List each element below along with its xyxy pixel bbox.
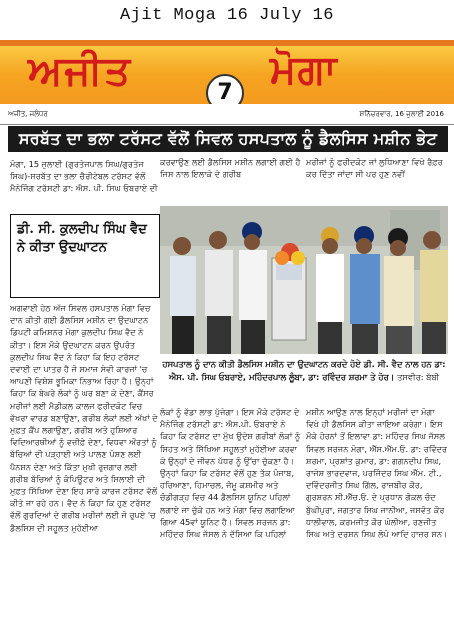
city-name-logo: ਮੋਗਾ (270, 46, 338, 93)
paper-name-logo: ਅਜੀਤ (28, 47, 133, 94)
middle-body-column (160, 406, 302, 638)
middle-top-text: ਕਰਵਾਉਣ ਲਈ ਡੈਲਸਿਸ ਮਸ਼ੀਨ ਲਗਾਈ ਗਈ ਹੈ ਜਿਸ ਨਾਲ ਇਲਾਕੇ ਦੇ ਗਰੀਬ (160, 157, 301, 180)
middle-body-text: ਲੋਕਾਂ ਨੂੰ ਵੱਡਾ ਲਾਭ ਪੁੱਜੇਗਾ। ਇਸ ਮੌਕੇ ਟਰੱਸਟ ਦੇ ਮੈਨੇਜਿੰਗ ਟਰੱਸਟੀ ਡਾ: ਐਸ.ਪੀ. ਓਬਰਾਏ ਨੇ ਕਿਹਾ ਕਿ ਟਰੱਸਟ ਦਾ ਮੁੱਖ ਉਦੇਸ਼ ਗਰੀਬਾਂ ਲੋਕਾਂ ਨੂੰ ਸਿਹਤ ਅਤੇ ਸਿੱਖਿਆ ਸਹੂਲਤਾਂ ਮੁਹੱਈਆ ਕਰਵਾ ਕੇ ਉਨ੍ਹਾਂ ਦੇ ਜੀਵਨ ਪੱਧਰ ਨੂੰ ਉੱਚਾ ਚੁੱਕਣਾ ਹੈ। ਉਨ੍ਹਾਂ ਕਿਹਾ ਕਿ ਟਰੱਸਟ ਵੱਲੋਂ ਹੁਣ ਤੱਕ ਪੰਜਾਬ, ਹਰਿਆਣਾ, ਹਿਮਾਚਲ, ਜੰਮੂ ਕਸ਼ਮੀਰ ਅਤੇ ਚੰਡੀਗੜ੍ਹ ਵਿਚ 44 ਡੈਲਸਿਸ ਯੂਨਿਟ ਪਹਿਲਾਂ ਲਗਾਏ ਜਾ ਚੁੱਕੇ ਹਨ ਅਤੇ ਮੋਗਾ ਵਿਚ ਲਗਾਇਆ ਗਿਆ 45ਵਾਂ ਯੂਨਿਟ ਹੈ। ਸਿਵਲ ਸਰਜਨ ਡਾ: ਮਹਿੰਦਰ ਸਿਘ ਜੱਸਲ ਨੇ ਦੱਸਿਆ ਕਿ ਪਹਿਲਾਂ (160, 407, 301, 540)
masthead-date: ਸ਼ਨਿੱਚਰਵਾਰ, 16 ਜੁਲਾਈ 2016 (359, 110, 444, 118)
right-top-column (306, 156, 448, 202)
middle-top-column (160, 156, 302, 202)
photo-credit: ਤਸਵੀਰ: ਬੱਬੀ (397, 371, 440, 382)
right-body-text: ਮਸ਼ੀਨ ਆਉਣ ਨਾਲ ਇਨ੍ਹਾਂ ਮਰੀਜਾਂ ਦਾ ਮੋਗਾ ਵਿਖੇ ਹੀ ਡੈਲਸਿਸ ਕੀਤਾ ਜਾਇਆ ਕਰੇਗਾ। ਇਸ ਮੌਕੇ ਹੋਰਨਾਂ ਤੋਂ ਇਲਾਵਾ ਡਾ: ਮਹਿੰਦਰ ਸਿਘ ਜੱਸਲ ਸਿਵਲ ਸਰਜਨ ਮੋਗਾ, ਐੱਸ.ਐੱਮ.ਓ. ਡਾ: ਰਵਿੰਦਰ ਸ਼ਰਮਾ, ਪ੍ਰਸ਼ਾਂਤ ਕੁਮਾਰ, ਡਾ: ਗਗਨਦੀਪ ਸਿਘ, ਰਾਜੇਸ਼ ਭਾਰਦਵਾਜ, ਪਰਜਿੰਦਰ ਸਿਘ ਐੱਮ. ਟੀ., ਦਵਿੰਦਰਜੀਤ ਸਿਘ ਗਿੱਲ, ਰਾਜਬੀਰ ਕੌਰ, ਗੁਰਸ਼ਰਨ ਸੀ.ਐੱਚ.ਓ. ਦੇ ਪ੍ਰਧਾਨ ਗੋਕਲ ਚੰਦ ਬੁੱਘੀਪੁਰਾ, ਜਗਤਾਰ ਸਿਘ ਜਾਨੀਆ, ਜਸਵੰਤ ਕੌਰ ਧਾਲੀਵਾਲ, ਕਰਮਜੀਤ ਕੌਰ ਘੋਲੀਆ, ਰਣਜੀਤ ਸਿਘ ਅਤੇ ਦਰਸ਼ਨ ਸਿਘ ਲੋਪੋ ਆਦਿ ਹਾਜ਼ਰ ਸਨ। (306, 407, 448, 540)
dateline-column (10, 158, 158, 212)
clipping-label: Ajit Moga 16 July 16 (119, 6, 335, 25)
page-number: 7 (206, 74, 244, 104)
masthead-banner (0, 40, 454, 104)
subheading-box: ਡੀ. ਸੀ. ਕੁਲਦੀਪ ਸਿੰਘ ਵੈਦ ਨੇ ਕੀਤਾ ਉਦਘਾਟਨ (10, 214, 160, 298)
right-top-text: ਮਰੀਜਾਂ ਨੂੰ ਫਰੀਦਕੋਟ ਜਾਂ ਲੁਧਿਆਣਾ ਵਿਖੇ ਰੈਫ਼ਰ ਕਰ ਦਿੱਤਾ ਜਾਂਦਾ ਸੀ ਪਰ ਹੁਣ ਨਵੀਂ (306, 157, 443, 180)
masthead-top-stripe (0, 40, 454, 46)
photo-caption-text: ਹਸਪਤਾਲ ਨੂੰ ਦਾਨ ਕੀਤੀ ਡੈਲਸਿਸ ਮਸ਼ੀਨ ਦਾ ਉਦਘਾਟਨ ਕਰਦੇ ਹੋਏ ਡੀ. ਸੀ. ਵੈਦ ਨਾਲ ਹਨ ਡਾ: ਐਸ. ਪੀ. ਸਿਘ ਓਬਰਾਏ, ਮਹਿੰਦਰਪਾਲ ਲੂੰਬਾ, ਡਾ: ਰਵਿੰਦਰ ਸ਼ਰਮਾ ਤੇ ਹੋਰ। (162, 359, 446, 382)
article-headline: ਸਰਬੱਤ ਦਾ ਭਲਾ ਟਰੱਸਟ ਵੱਲੋਂ ਸਿਵਲ ਹਸਪਤਾਲ ਨੂੰ ਡੈਲਸਿਸ ਮਸ਼ੀਨ ਭੇਟ (8, 126, 448, 152)
masthead-meta-rule (0, 104, 454, 125)
photo-caption (160, 358, 448, 402)
dateline-text: ਮੋਗਾ, 15 ਜੁਲਾਈ (ਗੁਰਤੇਜਪਾਲ ਸਿਘ/ਗੁਰਤੇਜ ਸਿਘ)-ਸਰਬੱਤ ਦਾ ਭਲਾ ਚੈਰੀਟੇਬਲ ਟਰੱਸਟ ਵੱਲੋਂ ਮੈਨੇਜਿੰਗ ਟਰੱਸਟੀ ਡਾ: ਐਸ. ਪੀ. ਸਿਘ ਓਬਰਾਏ ਦੀ (10, 159, 158, 194)
masthead-left-meta: ਅਜੀਤ, ਜਲੰਧਰ (8, 110, 48, 118)
left-body-text: ਅਗਵਾਈ ਹੇਠ ਅੱਜ ਸਿਵਲ ਹਸਪਤਾਲ ਮੋਗਾ ਵਿਚ ਦਾਨ ਕੀਤੀ ਗਈ ਡੈਲਸਿਸ ਮਸ਼ੀਨ ਦਾ ਉਦਘਾਟਨ ਡਿਪਟੀ ਕਮਿਸ਼ਨਰ ਮੋਗਾ ਕੁਲਦੀਪ ਸਿਘ ਵੈਦ ਨੇ ਕੀਤਾ। ਇਸ ਮੌਕੇ ਉਦਘਾਟਨ ਕਰਨ ਉਪਰੰਤ ਕੁਲਦੀਪ ਸਿਘ ਵੈਦ ਨੇ ਕਿਹਾ ਕਿ ਇਹ ਟਰੱਸਟ ਦਵਾਈ ਦਾ ਪਾਤਰ ਹੈ ਜੋ ਸਮਾਜ ਸੇਵੀ ਕਾਰਜਾਂ 'ਚ ਆਪਣੀ ਵਿਸ਼ੇਸ਼ ਭੂਮਿਕਾ ਨਿਭਾਅ ਰਿਹਾ ਹੈ। ਉਨ੍ਹਾਂ ਕਿਹਾ ਕਿ ਬੇਘਰੇ ਲੋਕਾਂ ਨੂੰ ਘਰ ਬਣਾ ਕੇ ਦੇਣਾ, ਕੈਂਸਰ ਮਰੀਜਾਂ ਲਈ ਮੈਡੀਕਲ ਕਾਲਜ ਫਰੀਦਕੋਟ ਵਿਚ ਵੱਖਰਾ ਵਾਰਡ ਬਣਾਉਣਾ, ਗਰੀਬ ਲੋਕਾਂ ਲਈ ਅੱਖਾਂ ਦੇ ਮੁਫ਼ਤ ਕੈਂਪ ਲਗਾਉਣਾ, ਗਰੀਬ ਅਤੇ ਹੁਸ਼ਿਆਰ ਵਿਦਿਆਰਥੀਆਂ ਨੂੰ ਵਜ਼ੀਫ਼ੇ ਦੇਣਾ, ਵਿਧਵਾ ਔਰਤਾਂ ਨੂੰ ਬੱਚਿਆਂ ਦੀ ਪੜ੍ਹਾਈ ਅਤੇ ਪਾਲਣ ਪੋਸ਼ਣ ਲਈ ਪੈਨਸ਼ਨ ਦੇਣਾ ਅਤੇ ਕਿੱਤਾ ਮੁਖੀ ਰੁਜ਼ਗਾਰ ਲਈ ਗਰੀਬ ਬੱਚਿਆਂ ਨੂੰ ਕੰਪਿਊਟਰ ਅਤੇ ਸਿਲਾਈ ਦੀ ਮੁਫ਼ਤ ਸਿੱਖਿਆ ਦੇਣਾ ਇਹ ਸਾਰੇ ਕਾਰਜ ਟਰੱਸਟ ਵੱਲੋਂ ਕੀਤੇ ਜਾ ਰਹੇ ਹਨ। ਵੈਦ ਨੇ ਕਿਹਾ ਕਿ ਹੁਣ ਟਰੱਸਟ ਵੱਲੋਂ ਗੁਰਦਿਆਂ ਦੇ ਗਰੀਬ ਮਰੀਜਾਂ ਲਈ ਜੋ ਰੁਪਏ 'ਚ ਡੈਲਸਿਸ ਦੀ ਸਹੂਲਤ ਮੁਹੱਈਆ (10, 303, 158, 533)
left-body-column (10, 302, 158, 638)
news-photo (160, 206, 448, 354)
right-body-column (306, 406, 448, 638)
